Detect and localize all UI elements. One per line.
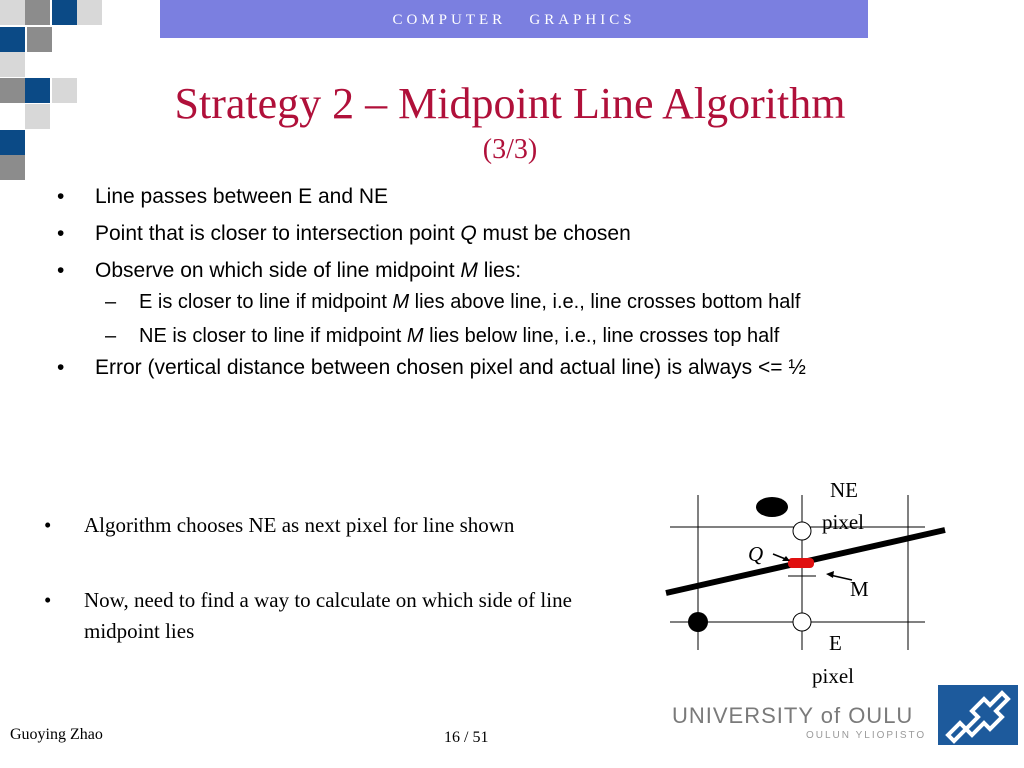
bullet-text: must be chosen [476, 222, 631, 245]
bullet-text: lies: [477, 259, 522, 282]
bullet-mark: • [44, 588, 52, 612]
footer-author: Guoying Zhao [10, 726, 103, 743]
logo-icon [938, 685, 1018, 745]
q-label: Q [748, 542, 764, 566]
bullet-mark: • [57, 259, 65, 282]
prev-pixel-dot [756, 497, 788, 517]
bullet-emphasis: Q [460, 222, 477, 245]
ne-pixel-circle [793, 522, 811, 540]
sub-list-item [95, 322, 835, 350]
bullet-emphasis: M [460, 259, 478, 282]
bullet-text: Algorithm chooses NE as next pixel for line shown [84, 513, 515, 537]
sub-bullet-mark: – [105, 291, 117, 313]
bullet-text: Observe on which side of line midpoint [95, 259, 461, 282]
secondary-bullet-list [40, 510, 580, 691]
sub-bullet-text: lies below line, i.e., line crosses top half [423, 325, 780, 347]
slide-title-suffix: (3/3) [482, 134, 538, 165]
q-marker [788, 558, 814, 568]
sub-bullet-emphasis: M [406, 325, 424, 347]
bullet-mark: • [57, 185, 65, 208]
bullet-text: Line passes between E and NE [95, 185, 389, 208]
sub-bullet-emphasis: M [392, 291, 410, 313]
tile [52, 78, 77, 103]
page-number: 16 / 51 [444, 729, 489, 746]
tile [0, 155, 25, 180]
sub-bullet-text: lies above line, i.e., line crosses bottom half [409, 291, 801, 313]
bullet-mark: • [44, 513, 52, 537]
slide-title [160, 79, 860, 170]
list-item [40, 585, 580, 647]
e-pixel-circle [793, 613, 811, 631]
tile [0, 130, 25, 155]
university-subtitle: OULUN YLIOPISTO [806, 730, 927, 741]
bullet-text: Point that is closer to intersection point [95, 222, 461, 245]
tile [52, 0, 77, 25]
ne-label-line2: pixel [822, 510, 864, 534]
main-bullet-list [55, 184, 835, 392]
university-name: UNIVERSITY of OULU [672, 703, 914, 728]
list-item [55, 184, 835, 210]
bullet-text: Now, need to find a way to calculate on which side of line midpoint lies [84, 588, 572, 643]
tile [77, 0, 102, 25]
start-pixel-dot [688, 612, 708, 632]
e-label-line1: E [829, 631, 842, 655]
list-item [55, 258, 835, 350]
tile [0, 0, 25, 25]
sub-bullet-text: NE is closer to line if midpoint [139, 325, 407, 347]
tile [25, 0, 50, 25]
bullet-text: Error (vertical distance between chosen pixel and actual line) is always <= ½ [95, 356, 806, 379]
sub-list-item [95, 288, 835, 316]
m-arrow-head [826, 571, 834, 578]
list-item [55, 355, 835, 381]
list-item [40, 510, 580, 541]
header-bar [160, 0, 868, 38]
tile [0, 78, 25, 103]
m-label: M [850, 577, 869, 601]
university-logo [938, 685, 1018, 745]
e-label-line2: pixel [812, 664, 854, 688]
tile [25, 78, 50, 103]
tile [0, 27, 25, 52]
header-title: COMPUTER GRAPHICS [392, 12, 636, 28]
list-item [55, 221, 835, 247]
midpoint-diagram [660, 470, 960, 700]
ne-label-line1: NE [830, 478, 858, 502]
tile [27, 27, 52, 52]
tile [0, 52, 25, 77]
sub-bullet-mark: – [105, 325, 117, 347]
bullet-mark: • [57, 356, 65, 379]
slide-title-main: Strategy 2 – Midpoint Line Algorithm [174, 79, 846, 128]
tile [25, 104, 50, 129]
bullet-mark: • [57, 222, 65, 245]
sub-bullet-text: E is closer to line if midpoint [139, 291, 393, 313]
sub-bullet-list [95, 288, 835, 350]
